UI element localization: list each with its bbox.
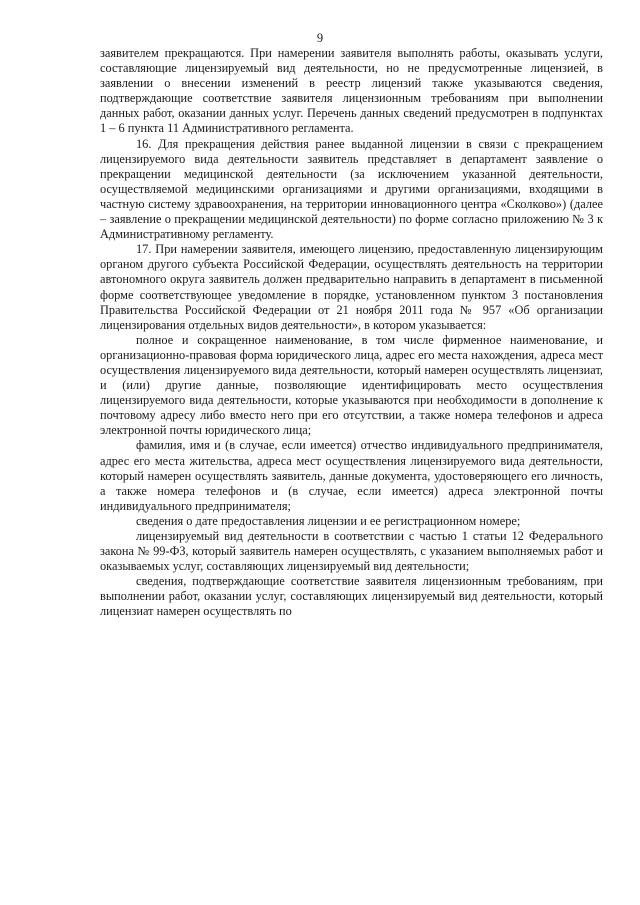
document-body (100, 46, 603, 620)
paragraph-continuation: заявителем прекращаются. При намерении заявителя выполнять работы, оказывать услуги, составляющие лицензируемый вид деятельности, но не предусмотренные лицензией, в заявлении о внесении изменений в реестр лицензий также указываются сведения, подтверждающие соответствие заявителя лицензионным требованиям при выполнении данных работ, оказании данных услуг. Перечень данных сведений предусмотрен в подпунктах 1 – 6 пункта 11 Административного регламента. (100, 46, 603, 136)
paragraph-item-16: 16. Для прекращения действия ранее выданной лицензии в связи с прекращением лицензируемого вида деятельности заявитель представляет в департамент заявление о прекращении медицинской деятельности (за исключением указанной деятельности, осуществляемой медицинскими организациями и другими организациями, входящими в частную систему здравоохранения, на территории инновационного центра «Сколково») (далее – заявление о прекращении медицинской деятельности) по форме согласно приложению № 3 к Административному регламенту. (100, 136, 603, 242)
page-number: 9 (316, 31, 324, 45)
list-item-license-date: сведения о дате предоставления лицензии и ее регистрационном номере; (136, 513, 521, 528)
list-item-licensed-activity: лицензируемый вид деятельности в соответствии с частью 1 статьи 12 Федерального закона № 99-ФЗ, который заявитель намерен осуществлять, с указанием выполняемых работ и оказываемых услуг, составляющих лицензируемый вид деятельности; (100, 529, 603, 574)
list-item-individual-entrepreneur: фамилия, имя и (в случае, если имеется) отчество индивидуального предпринимателя, адрес его места жительства, адреса мест осуществления лицензируемого вида деятельности, который намерен осуществлять заявитель, данные документа, удостоверяющего его личность, а также номера телефонов и (в случае, если имеется) адреса электронной почты индивидуального предпринимателя; (100, 438, 603, 513)
paragraph-item-17: 17. При намерении заявителя, имеющего лицензию, предоставленную лицензирующим органом другого субъекта Российской Федерации, осуществлять деятельность на территории автономного округа заявитель должен предварительно направить в департамент в письменной форме соответствующее уведомление в порядке, установленном пунктом 3 постановления Правительства Российской Федерации от 21 ноября 2011 года № 957 «Об организации лицензирования отдельных видов деятельности», в котором указывается: (100, 242, 603, 332)
list-item-compliance-info: сведения, подтверждающие соответствие заявителя лицензионным требованиям, при выполнении работ, оказании услуг, составляющих лицензируемый вид деятельности, который лицензиат намерен осуществлять по (100, 574, 603, 619)
list-item-legal-entity: полное и сокращенное наименование, в том числе фирменное наименование, и организационно-правовая форма юридического лица, адрес его места нахождения, адреса мест осуществления лицензируемого вида деятельности, который намерен осуществлять лицензиат, и (или) другие данные, позволяющие идентифицировать место осуществления лицензируемого вида деятельности, которые указываются при необходимости в дополнение к почтовому адресу либо вместо него при его отсутствии, а также номера телефонов и адреса электронной почты юридического лица; (100, 332, 603, 438)
